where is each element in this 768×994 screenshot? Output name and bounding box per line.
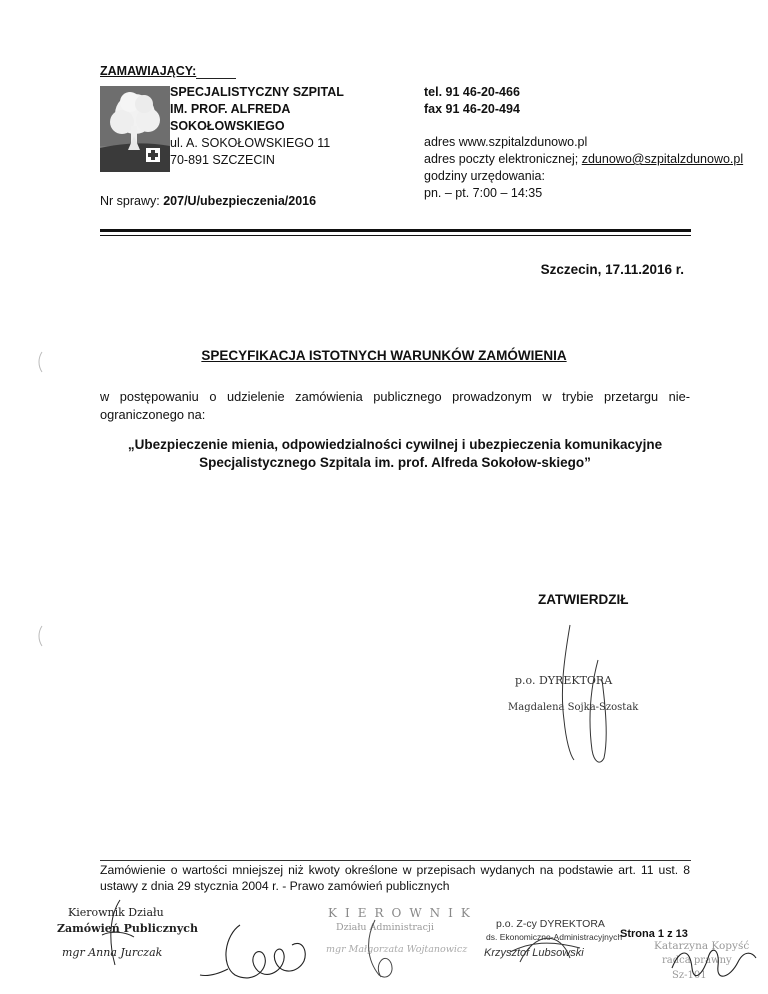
director-signature xyxy=(540,620,630,770)
hospital-logo xyxy=(100,86,170,172)
orderer-label-underline xyxy=(196,78,236,79)
page-indicator: Strona 1 z 13 xyxy=(620,928,688,940)
procurement-stamp-line2: Zamówień Publicznych xyxy=(57,922,198,935)
legal-stamp-title: radca prawny xyxy=(662,955,732,966)
email-link[interactable]: zdunowo@szpitalzdunowo.pl xyxy=(581,152,744,166)
admin-stamp-name: mgr Małgorzata Wojtanowicz xyxy=(326,944,468,955)
margin-mark xyxy=(36,350,46,374)
footer-note: Zamówienie o wartości mniejszej niż kwoty określone w przepisach wydanych na podstawie art. 11 ust. 8 ustawy z dnia 29 stycznia 2004 r. - Prawo zamówień publicznych xyxy=(100,863,690,893)
deputy-signature xyxy=(500,912,600,972)
contract-subject: „Ubezpieczenie mienia, odpowiedzialności cywilnej i ubezpieczenia komunikacyjne Specjalistycznego Szpitala im. prof. Alfreda Sokołow-skiego” xyxy=(127,437,663,470)
director-name-stamp: Magdalena Sojka-Szostak xyxy=(508,702,639,713)
admin-signature xyxy=(200,915,330,990)
org-line: ul. A. SOKOŁOWSKIEGO 11 xyxy=(170,136,331,150)
procurement-stamp-line1: Kierownik Działu xyxy=(68,906,164,919)
approved-heading: ZATWIERDZIŁ xyxy=(538,592,629,607)
hours: pn. – pt. 7:00 – 14:35 xyxy=(424,186,543,200)
org-line: 70-891 SZCZECIN xyxy=(170,153,275,167)
fax: fax 91 46-20-494 xyxy=(424,102,520,116)
email-prefix: adres poczty elektronicznej; xyxy=(424,152,579,166)
org-line: SPECJALISTYCZNY SZPITAL xyxy=(170,85,344,99)
deputy-stamp-dept: ds. Ekonomiczno-Administracyjnych xyxy=(486,932,623,942)
legal-stamp-name: Katarzyna Kopyść xyxy=(654,940,750,952)
case-number: 207/U/ubezpieczenia/2016 xyxy=(163,194,317,208)
orderer-label: ZAMAWIAJĄCY: xyxy=(100,64,197,78)
email-line xyxy=(424,151,743,168)
header-divider-thin xyxy=(100,235,691,236)
footer-divider xyxy=(100,860,691,861)
director-stamp: p.o. DYREKTORA xyxy=(515,674,613,687)
margin-mark xyxy=(36,624,46,648)
hours-label: godziny urzędowania: xyxy=(424,169,545,183)
admin-stamp-signature xyxy=(355,915,405,985)
legal-stamp-number: Sz-101 xyxy=(672,970,707,981)
document-date: Szczecin, 17.11.2016 r. xyxy=(540,262,684,277)
org-line: SOKOŁOWSKIEGO xyxy=(170,119,285,133)
admin-stamp-dept: Działu Administracji xyxy=(336,922,434,933)
intro-paragraph: w postępowaniu o udzielenie zamówienia publicznego prowadzonym w trybie przetargu nie-ograniczonego na: xyxy=(100,389,690,422)
deputy-stamp-name: Krzysztof Lubsowski xyxy=(484,947,584,959)
header-divider-thick xyxy=(100,229,691,232)
legal-signature xyxy=(668,928,758,988)
phone: tel. 91 46-20-466 xyxy=(424,85,520,99)
org-line: IM. PROF. ALFREDA xyxy=(170,102,291,116)
admin-stamp-title: KIEROWNIK xyxy=(328,906,478,920)
document-title: SPECYFIKACJA ISTOTNYCH WARUNKÓW ZAMÓWIENIA xyxy=(201,348,567,363)
case-prefix: Nr sprawy: xyxy=(100,194,160,208)
procurement-signature xyxy=(90,895,140,975)
website: adres www.szpitalzdunowo.pl xyxy=(424,135,588,149)
orderer-name xyxy=(170,84,344,169)
procurement-stamp-line3: mgr Anna Jurczak xyxy=(62,946,163,959)
case-number-line xyxy=(100,194,316,208)
deputy-stamp-title: p.o. Z-cy DYREKTORA xyxy=(496,918,605,930)
contact-block xyxy=(424,84,743,202)
